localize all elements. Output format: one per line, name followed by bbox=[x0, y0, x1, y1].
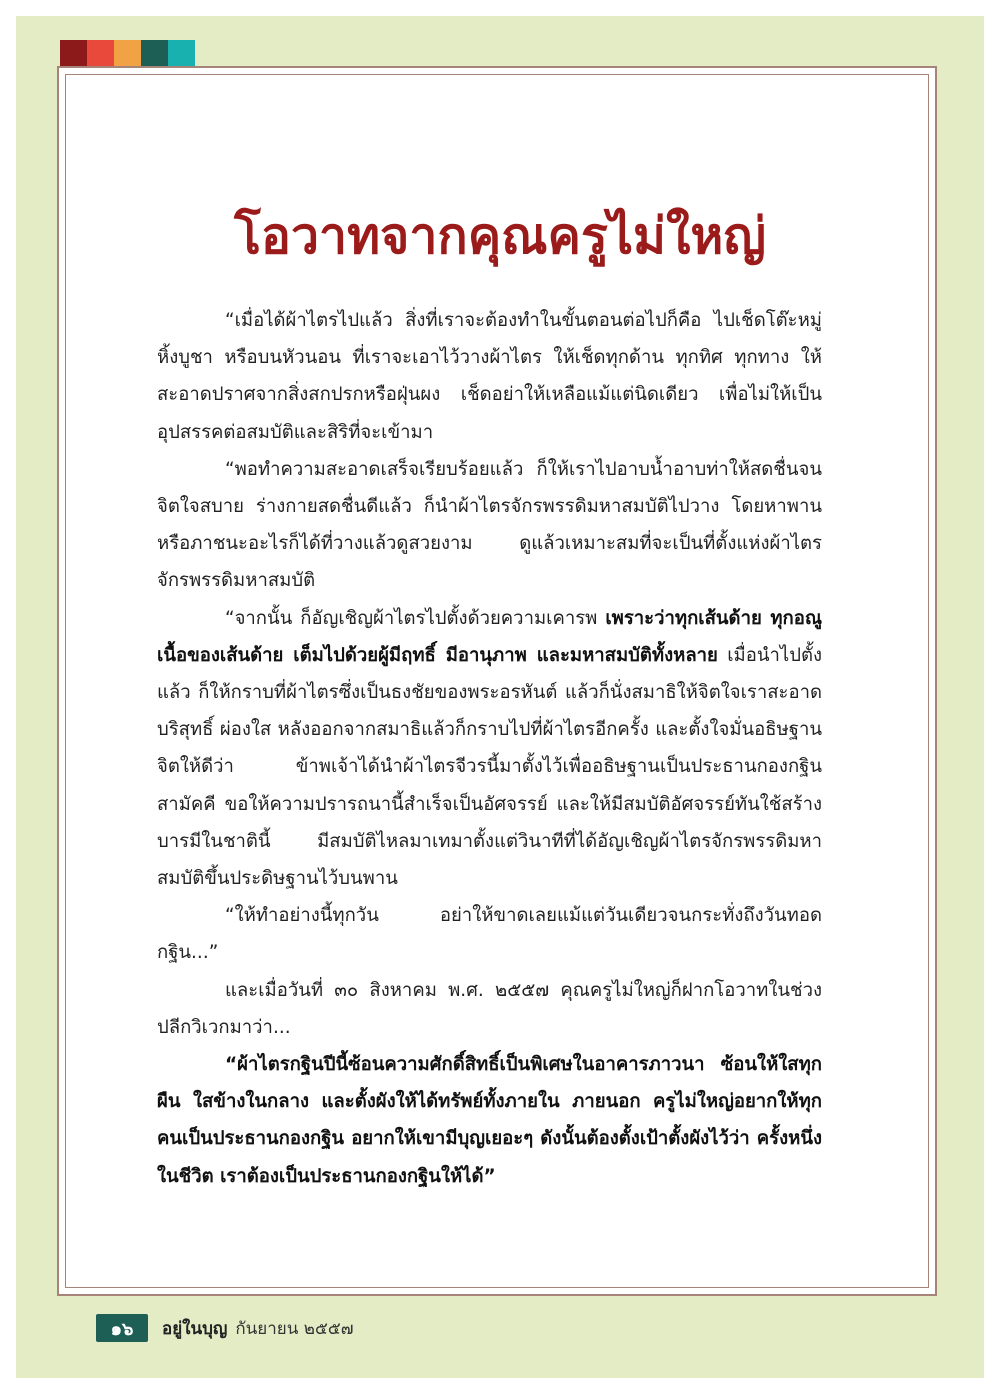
swatch-dark-teal bbox=[141, 40, 168, 66]
paragraph-3 bbox=[157, 600, 822, 898]
paragraph-6 bbox=[157, 1046, 822, 1195]
page-number: ๑๖ bbox=[96, 1314, 148, 1342]
article-title: โอวาทจากคุณครูไม่ใหญ่ bbox=[234, 207, 766, 265]
paragraph-3-emphasis: เพราะว่าทุกเส้นด้าย ทุกอณูเนื้อของเส้นด้าย เต็มไปด้วยผู้มีฤทธิ์ มีอานุภาพ และมหาสมบัติทั้งหลาย bbox=[157, 607, 822, 666]
color-swatch-bar bbox=[60, 40, 195, 66]
swatch-dark-red bbox=[60, 40, 87, 66]
swatch-orange bbox=[114, 40, 141, 66]
paragraph-2: “พอทำความสะอาดเสร็จเรียบร้อยแล้ว ก็ให้เราไปอาบน้ำอาบท่าให้สดชื่นจนจิตใจสบาย ร่างกายสดชื่นดีแล้ว ก็นำผ้าไตรจักรพรรดิมหาสมบัติไปวาง โดยหาพานหรือภาชนะอะไรก็ได้ที่วางแล้วดูสวยงาม ดูแล้วเหมาะสมที่จะเป็นที่ตั้งแห่งผ้าไตรจักรพรรดิมหาสมบัติ bbox=[157, 458, 822, 592]
article-body bbox=[157, 302, 822, 1195]
paragraph-3-rest: เมื่อนำไปตั้งแล้ว ก็ให้กราบที่ผ้าไตรซึ่งเป็นธงชัยของพระอรหันต์ แล้วก็นั่งสมาธิให้จิตใจเราสะอาด บริสุทธิ์ ผ่องใส หลังออกจากสมาธิแล้วก็กราบไปที่ผ้าไตรอีกครั้ง และตั้งใจมั่นอธิษฐานจิตให้ดีว่า ข้าพเจ้าได้นำผ้าไตรจีวรนี้มาตั้งไว้เพื่ออธิษฐานเป็นประธานกองกฐินสามัคคี ขอให้ความปรารถนานี้สำเร็จเป็นอัศจรรย์ และให้มีสมบัติอัศจรรย์ทันใช้สร้างบารมีในชาตินี้ มีสมบัติไหลมาเทมาตั้งแต่วินาทีที่ได้อัญเชิญผ้าไตรจักรพรรดิมหาสมบัติขึ้นประดิษฐานไว้บนพาน bbox=[157, 644, 822, 890]
paragraph-3-intro: “จากนั้น ก็อัญเชิญผ้าไตรไปตั้งด้วยความเคารพ bbox=[225, 607, 606, 629]
paragraph-5: และเมื่อวันที่ ๓๐ สิงหาคม พ.ศ. ๒๕๕๗ คุณครูไม่ใหญ่ก็ฝากโอวาทในช่วงปลีกวิเวกมาว่า... bbox=[157, 979, 822, 1038]
paragraph-1: “เมื่อได้ผ้าไตรไปแล้ว สิ่งที่เราจะต้องทำในขั้นตอนต่อไปก็คือ ไปเช็ดโต๊ะหมู่หิ้งบูชา หรือบนหัวนอน ที่เราจะเอาไว้วางผ้าไตร ให้เช็ดทุกด้าน ทุกทิศ ทุกทาง ให้สะอาดปราศจากสิ่งสกปรกหรือฝุ่นผง เช็ดอย่าให้เหลือแม้แต่นิดเดียว เพื่อไม่ให้เป็นอุปสรรคต่อสมบัติและสิริที่จะเข้ามา bbox=[157, 310, 822, 443]
swatch-red-orange bbox=[87, 40, 114, 66]
magazine-name: อยู่ในบุญ bbox=[162, 1318, 228, 1339]
issue-date: กันยายน ๒๕๕๗ bbox=[235, 1318, 354, 1339]
swatch-cyan bbox=[168, 40, 195, 66]
paragraph-4: “ให้ทำอย่างนี้ทุกวัน อย่าให้ขาดเลยแม้แต่วันเดียวจนกระทั่งถึงวันทอดกฐิน...” bbox=[157, 905, 822, 964]
page-footer bbox=[96, 1312, 354, 1344]
paragraph-6-quote: “ผ้าไตรกฐินปีนี้ซ้อนความศักดิ์สิทธิ์เป็นพิเศษในอาคารภาวนา ซ้อนให้ใสทุกผืน ใสข้างในกลาง และตั้งผังให้ได้ทรัพย์ทั้งภายใน ภายนอก ครูไม่ใหญ่อยากให้ทุกคนเป็นประธานกองกฐิน อยากให้เขามีบุญเยอะๆ ดังนั้นต้องตั้งเป้าตั้งผังไว้ว่า ครั้งหนึ่งในชีวิต เราต้องเป็นประธานกองกฐินให้ได้” bbox=[157, 1054, 822, 1187]
